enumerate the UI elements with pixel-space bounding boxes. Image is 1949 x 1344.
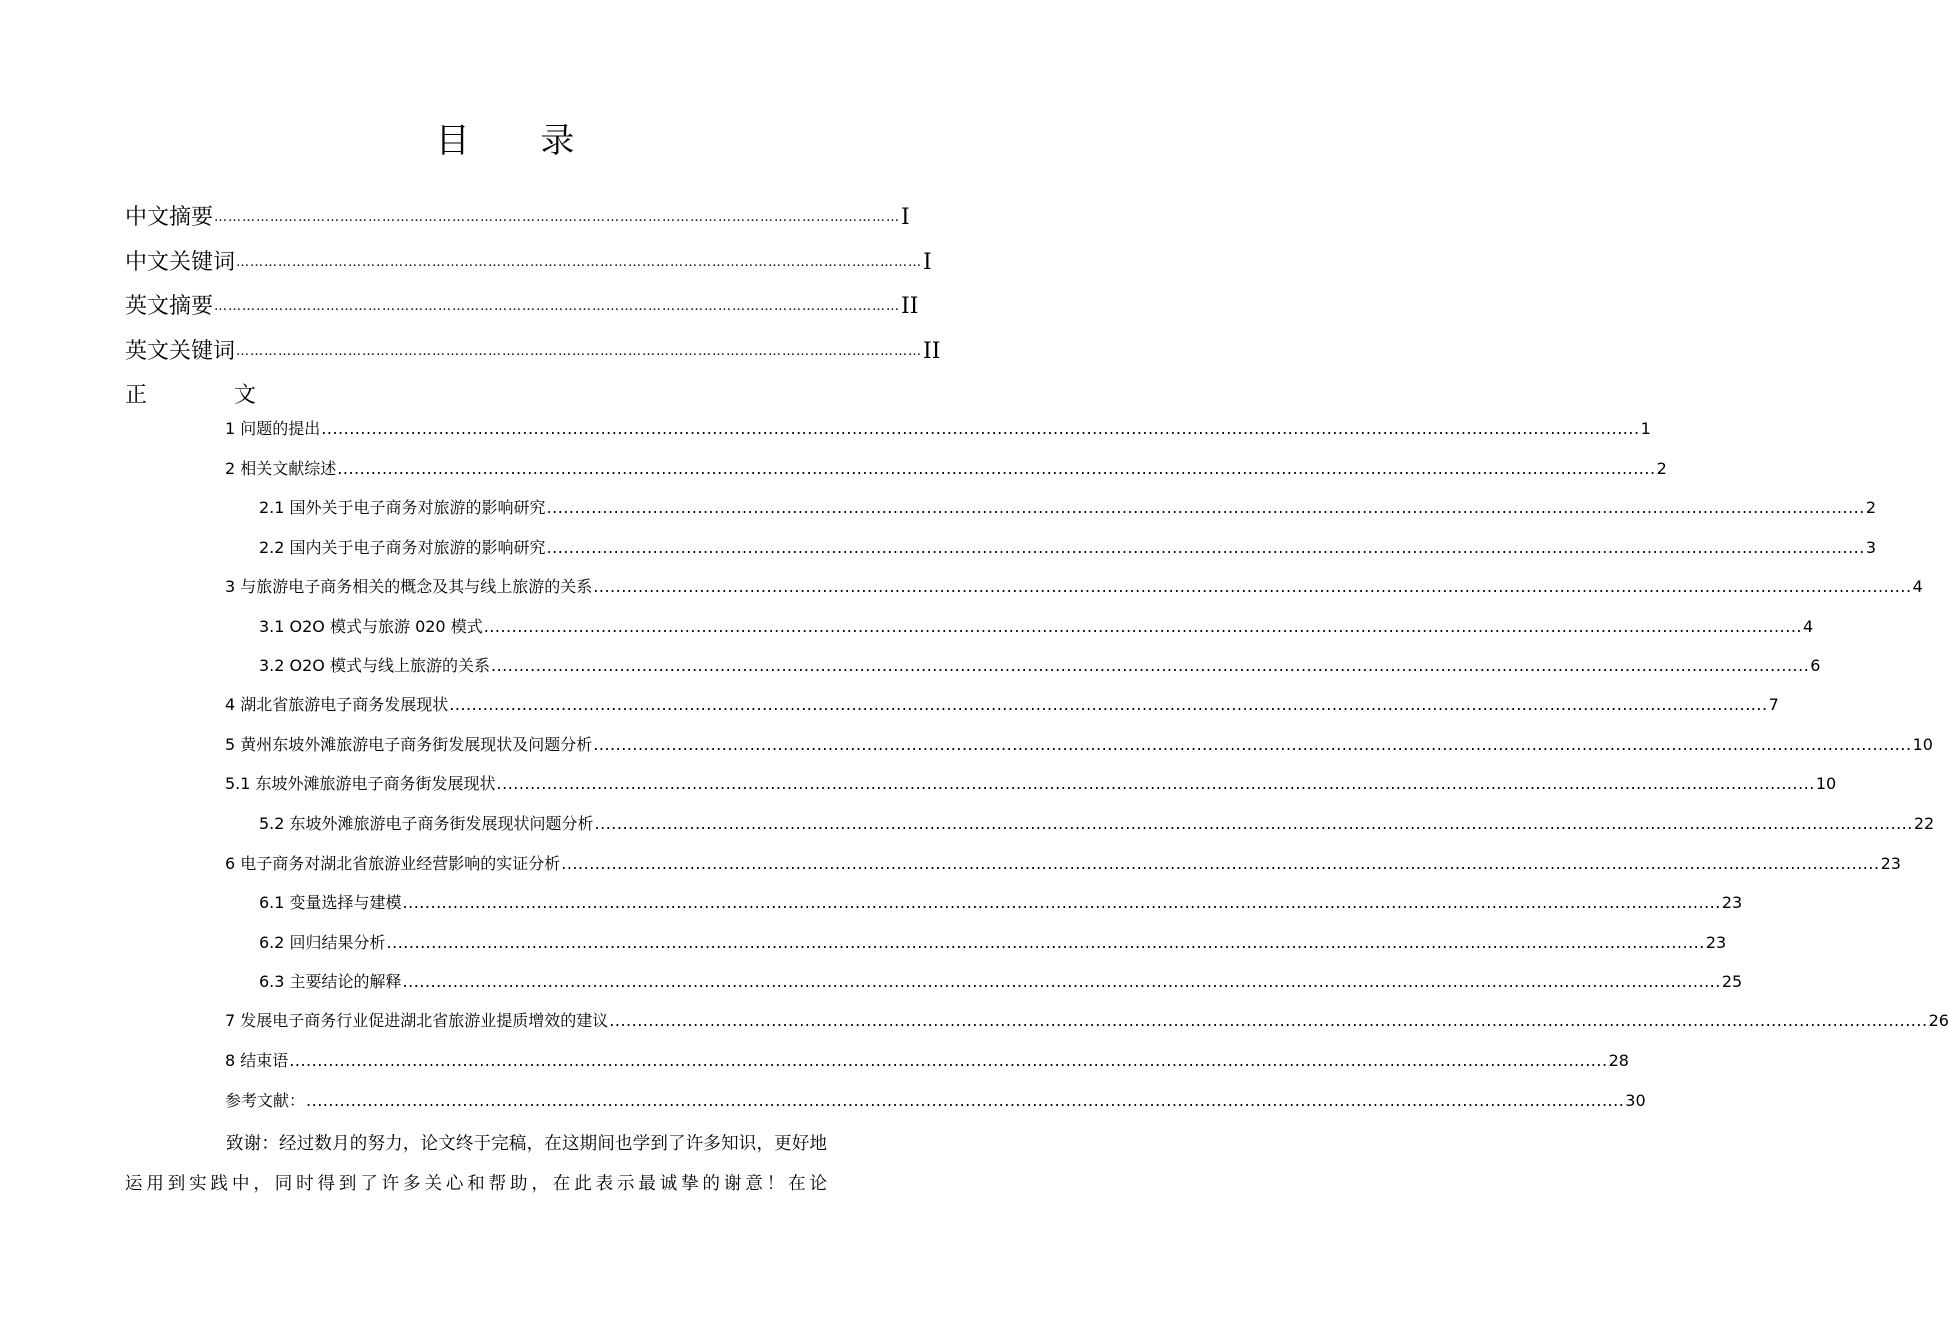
toc-entry-page: 2 — [1865, 498, 1877, 517]
toc-entry-label: 3.1 O2O 模式与旅游 020 模式 — [259, 617, 483, 636]
toc-entry[interactable] — [225, 1008, 1949, 1034]
toc-entry-page: 23 — [1880, 854, 1901, 873]
toc-leader: ………………………………………………………………………………………………………………………………… — [236, 344, 923, 359]
toc-entry[interactable] — [225, 1048, 1629, 1074]
toc-entry[interactable] — [225, 416, 1651, 442]
toc-entry-page: 23 — [1721, 893, 1743, 912]
toc-entry-label: 中文关键词 — [125, 250, 236, 275]
toc-leader: ………………………………………………………………………………………………………………………………… — [214, 210, 901, 225]
toc-entry-page: 22 — [1913, 814, 1935, 833]
toc-entry[interactable] — [125, 247, 932, 279]
toc-leader: ............................................................................................................................................................................................................................................ — [594, 814, 1913, 833]
toc-leader: ............................................................................................................................................................................................................................................ — [289, 1051, 1608, 1070]
toc-entry-page: 6 — [1810, 656, 1821, 675]
toc-entry-label: 1 问题的提出 — [225, 419, 321, 438]
toc-leader: ............................................................................................................................................................................................................................................ — [321, 419, 1640, 438]
toc-entry-page: 23 — [1705, 933, 1727, 952]
toc-entry-page: 30 — [1625, 1091, 1646, 1110]
toc-leader: ............................................................................................................................................................................................................................................ — [449, 695, 1768, 714]
toc-entry-page: II — [923, 339, 941, 364]
toc-entry[interactable] — [259, 969, 1743, 995]
toc-leader: ............................................................................................................................................................................................................................................ — [546, 498, 1865, 517]
toc-entry-label: 6.2 回归结果分析 — [259, 933, 386, 952]
toc-entry[interactable] — [259, 614, 1814, 640]
toc-entry-label: 6 电子商务对湖北省旅游业经营影响的实证分析 — [225, 854, 561, 873]
page-title: 目 录 — [435, 121, 605, 161]
toc-entry-label: 8 结束语 — [225, 1051, 289, 1070]
toc-leader: ............................................................................................................................................................................................................................................ — [593, 577, 1912, 596]
toc-leader: ............................................................................................................................................................................................................................................ — [496, 774, 1815, 793]
toc-entry[interactable] — [259, 653, 1821, 679]
toc-entry-page: 10 — [1815, 774, 1837, 793]
toc-entry[interactable] — [125, 291, 919, 323]
toc-leader: ............................................................................................................................................................................................................................................ — [337, 459, 1656, 478]
toc-entry[interactable] — [259, 811, 1935, 837]
toc-entry-page: I — [923, 250, 932, 275]
toc-entry-label: 6.3 主要结论的解释 — [259, 972, 402, 991]
toc-entry[interactable] — [225, 456, 1667, 482]
toc-entry-label: 5.2 东坡外滩旅游电子商务街发展现状问题分析 — [259, 814, 594, 833]
acknowledgement-paragraph: 致谢：经过数月的努力，论文终于完稿，在这期间也学到了许多知识，更好地运用到实践中，同时得到了许多关心和帮助，在此表示最诚挚的谢意！在论 — [125, 1134, 827, 1194]
toc-entry[interactable] — [225, 771, 1837, 797]
toc-entry[interactable] — [225, 692, 1779, 718]
toc-entry-label: 5 黄州东坡外滩旅游电子商务街发展现状及问题分析 — [225, 735, 593, 754]
toc-entry[interactable] — [259, 535, 1877, 561]
toc-leader: ............................................................................................................................................................................................................................................ — [306, 1091, 1625, 1110]
toc-leader: ............................................................................................................................................................................................................................................ — [609, 1011, 1928, 1030]
toc-entry-page: 3 — [1865, 538, 1877, 557]
toc-entry-label: 英文关键词 — [125, 339, 236, 364]
toc-leader: ............................................................................................................................................................................................................................................ — [561, 854, 1880, 873]
toc-entry-page: 10 — [1912, 735, 1933, 754]
toc-entry-label: 2.2 国内关于电子商务对旅游的影响研究 — [259, 538, 546, 557]
toc-entry-label: 中文摘要 — [125, 205, 214, 230]
toc-entry-page: 7 — [1768, 695, 1779, 714]
toc-entry-page: I — [901, 205, 910, 230]
toc-leader: ............................................................................................................................................................................................................................................ — [546, 538, 1865, 557]
toc-leader: ............................................................................................................................................................................................................................................ — [402, 972, 1721, 991]
toc-entry-label: 2.1 国外关于电子商务对旅游的影响研究 — [259, 498, 546, 517]
toc-leader: ............................................................................................................................................................................................................................................ — [491, 656, 1810, 675]
toc-entry[interactable] — [125, 336, 941, 368]
toc-entry-page: 1 — [1640, 419, 1651, 438]
toc-leader: ………………………………………………………………………………………………………………………………… — [214, 299, 901, 314]
toc-entry[interactable] — [225, 732, 1933, 758]
toc-entry[interactable] — [225, 851, 1901, 877]
toc-leader: ............................................................................................................................................................................................................................................ — [593, 735, 1912, 754]
toc-entry[interactable] — [225, 574, 1923, 600]
toc-entry[interactable] — [125, 202, 910, 234]
toc-entry-page: II — [901, 294, 919, 319]
toc-entry-label: 6.1 变量选择与建模 — [259, 893, 402, 912]
toc-entry-label: 3.2 O2O 模式与线上旅游的关系 — [259, 656, 490, 675]
toc-leader: ………………………………………………………………………………………………………………………………… — [236, 255, 923, 270]
toc-entry-page: 26 — [1928, 1011, 1949, 1030]
toc-leader: ............................................................................................................................................................................................................................................ — [402, 893, 1721, 912]
toc-entry[interactable] — [225, 1088, 1646, 1114]
toc-entry-label: 2 相关文献综述 — [225, 459, 337, 478]
toc-entry-label: 3 与旅游电子商务相关的概念及其与线上旅游的关系 — [225, 577, 593, 596]
toc-entry-label: 4 湖北省旅游电子商务发展现状 — [225, 695, 449, 714]
toc-entry-label: 7 发展电子商务行业促进湖北省旅游业提质增效的建议 — [225, 1011, 609, 1030]
toc-leader: ............................................................................................................................................................................................................................................ — [483, 617, 1802, 636]
toc-entry-label: 参考文献： — [225, 1091, 306, 1110]
toc-entry-label: 5.1 东坡外滩旅游电子商务街发展现状 — [225, 774, 496, 793]
section-heading-body: 正 文 — [125, 383, 296, 408]
toc-entry[interactable] — [259, 930, 1727, 956]
toc-leader: ............................................................................................................................................................................................................................................ — [386, 933, 1705, 952]
toc-entry-page: 2 — [1656, 459, 1667, 478]
toc-entry-page: 4 — [1802, 617, 1814, 636]
toc-entry-page: 28 — [1608, 1051, 1629, 1070]
toc-entry-label: 英文摘要 — [125, 294, 214, 319]
toc-entry[interactable] — [259, 890, 1743, 916]
toc-entry-page: 4 — [1912, 577, 1923, 596]
toc-entry-page: 25 — [1721, 972, 1743, 991]
toc-entry[interactable] — [259, 495, 1877, 521]
